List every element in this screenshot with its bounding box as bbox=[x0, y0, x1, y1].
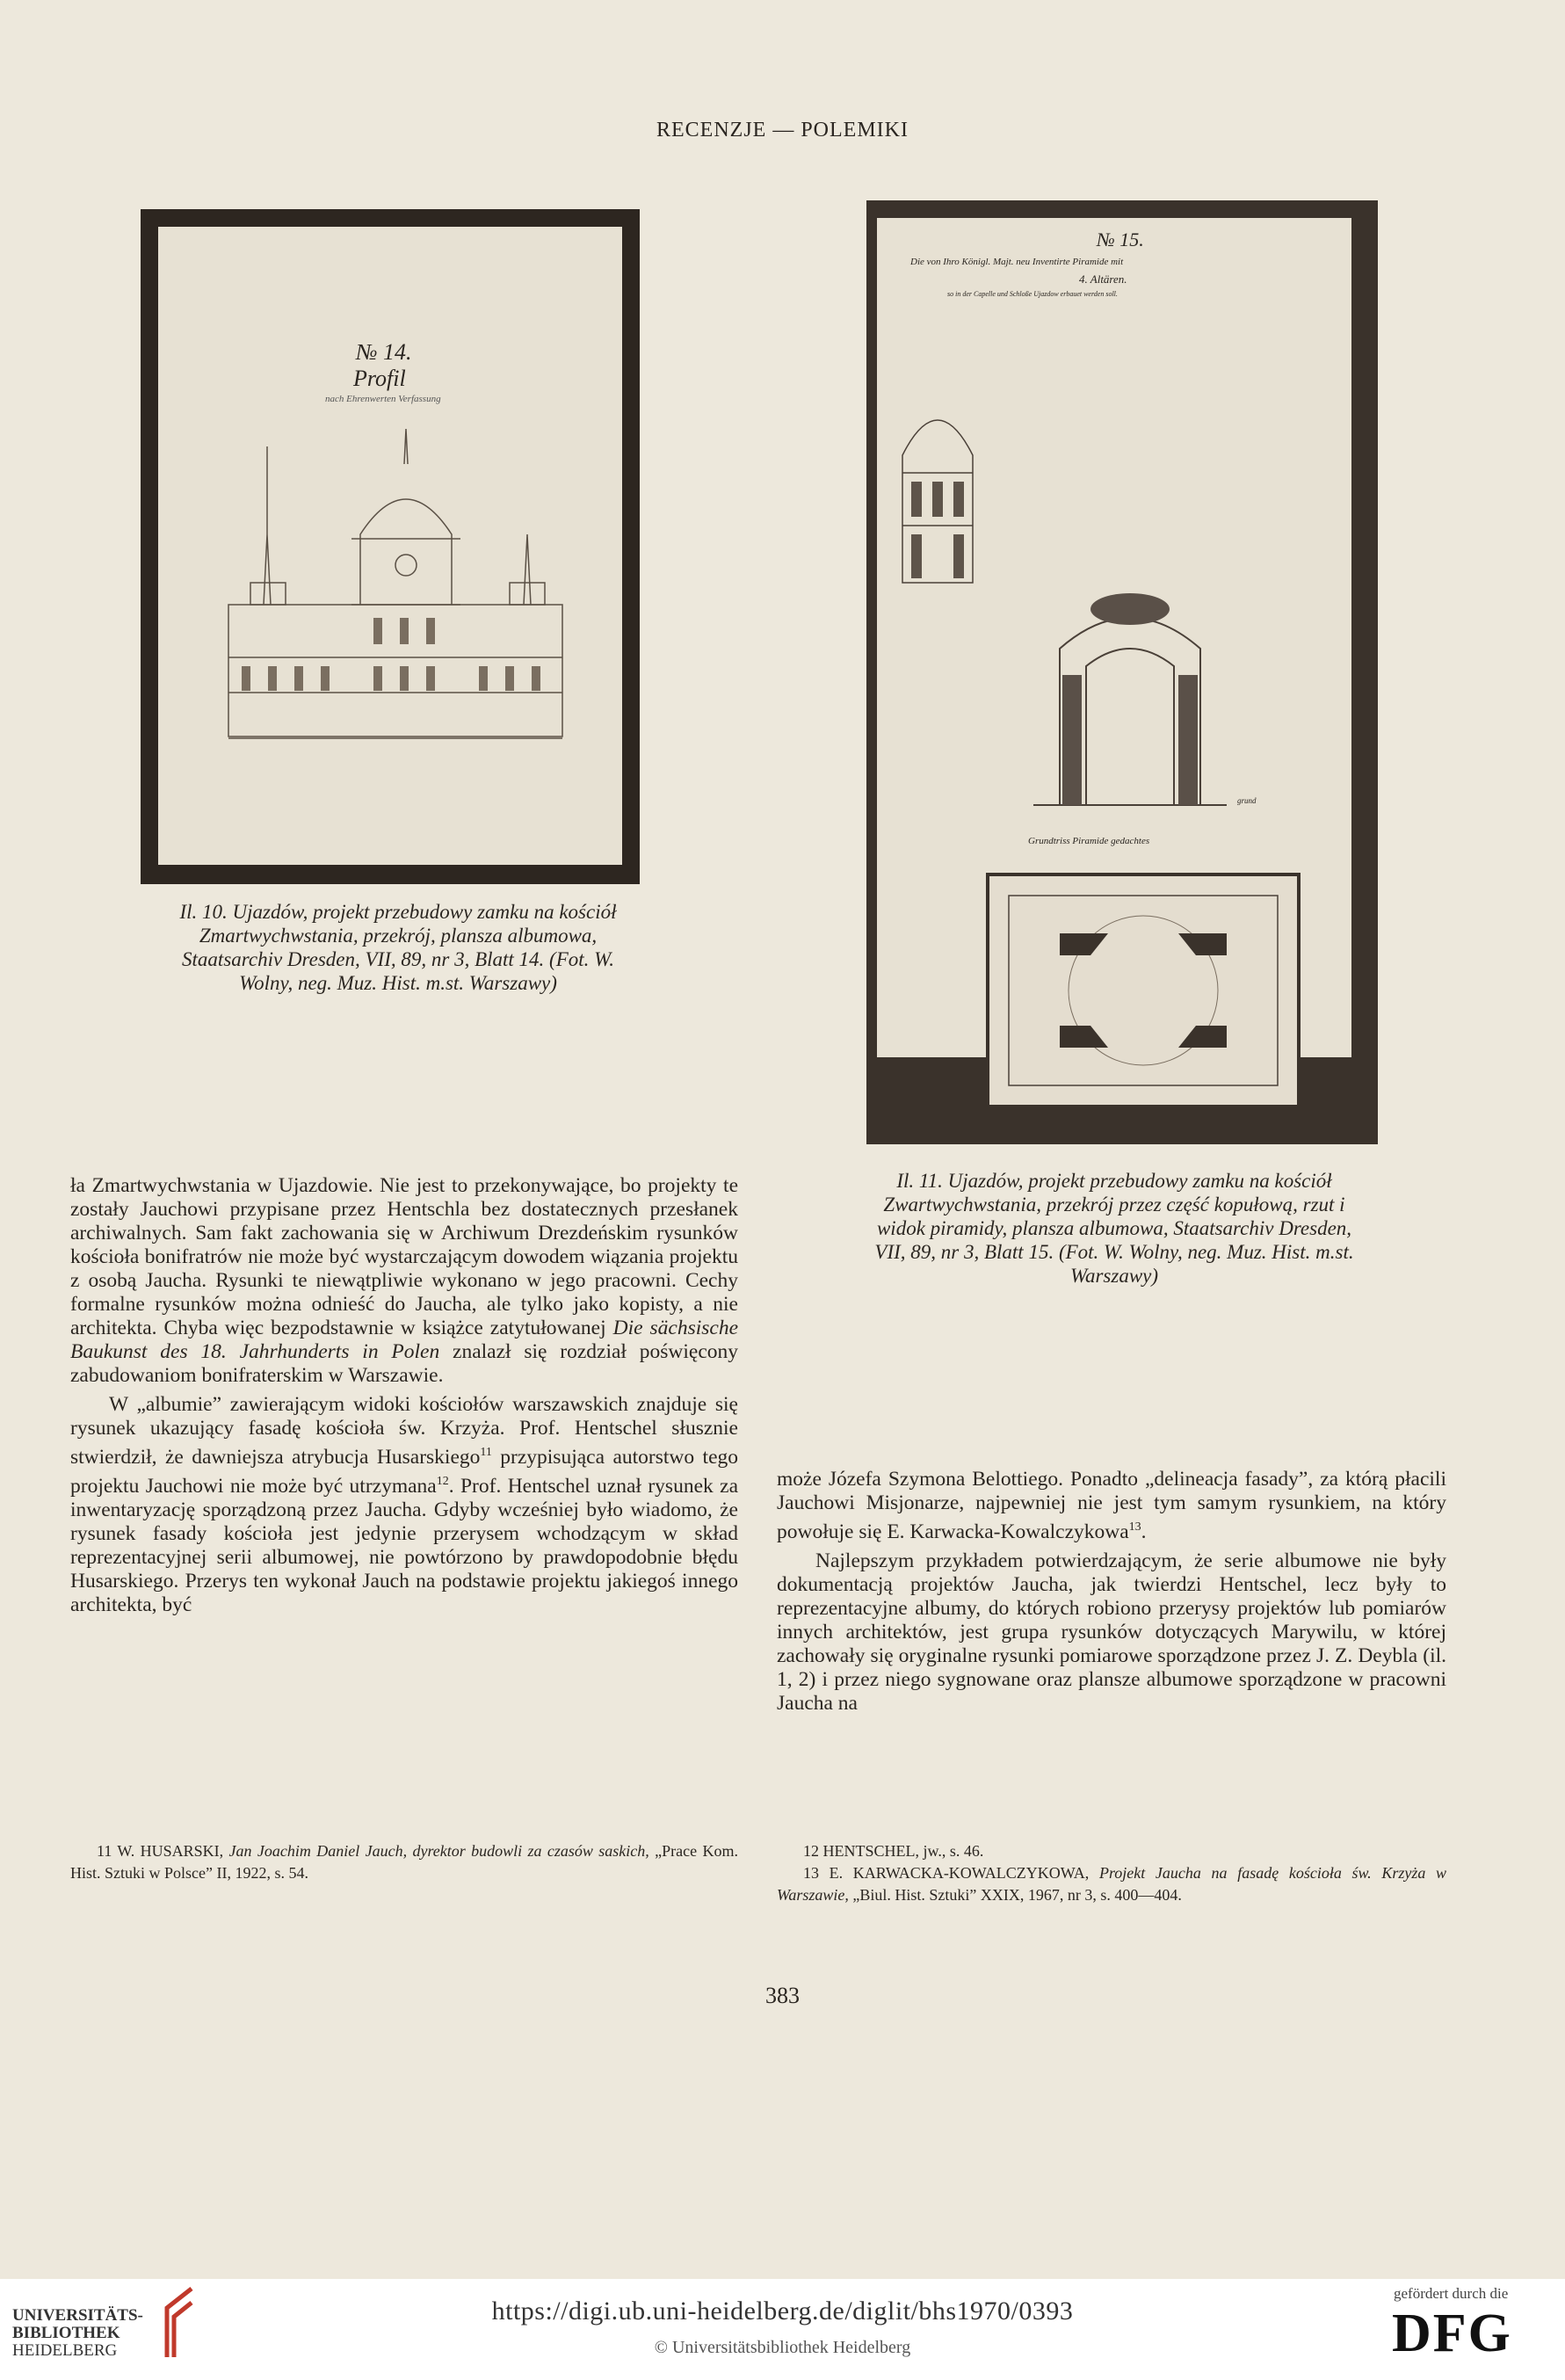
funding-note: gefördert durch die bbox=[1394, 2285, 1509, 2302]
plate-right-title-line2: 4. Altären. bbox=[1079, 272, 1127, 286]
plate-right-title-line1: Die von Ihro Königl. Majt. neu Inventirte Piramide mit bbox=[910, 257, 1124, 267]
plate-left-number: № 14. bbox=[356, 339, 412, 365]
footnote-ref-12: 12 bbox=[436, 1474, 449, 1488]
plate-left-frame bbox=[141, 209, 640, 884]
body-column-left bbox=[70, 1174, 738, 1617]
footnote-ref-13: 13 bbox=[1128, 1520, 1141, 1534]
paragraph-right-1: może Józefa Szymona Belottiego. Ponadto „delineacja fasady”, za którą płacili Jauchowi Misjonarze, najpewniej nie jest tym samym rysunkiem, na który powołuje się E. Karwacka-Kowalczykowa$^{13}$. bbox=[777, 1468, 1446, 1543]
paragraph-left-2: W „albumie” zawierającym widoki kościołów warszawskich znajduje się rysunek ukazujący fasadę kościoła św. Krzyża. Prof. Hentschel słusznie stwierdził, że dawniejsza atrybucja Husarskiego$^{11}$ przypisująca autorstwo tego projektu Jauchowi nie może być utrzymana$^{12}$. Prof. Hentschel uznał rysunek za inwentaryzację sporządzoną przez Jaucha. Gdyby wcześniej było wiadomo, że rysunek fasady kościoła jest jedynie przerysem wchodzącym w skład reprezentacyjnej serii albumowej, nie powtórzono by prawdopodobnie błędu Husarskiego. Przerys ten wykonał Jauch na podstawie projektu jakiegoś innego architekta, być bbox=[70, 1393, 739, 1616]
footer-bar bbox=[0, 2279, 1565, 2380]
plate-right-scale-note: grund bbox=[1237, 796, 1257, 805]
page-number: 383 bbox=[765, 1983, 800, 2008]
plate-left-title: Profil bbox=[353, 366, 406, 391]
pyramid-ground-plan-drawing bbox=[1007, 894, 1279, 1087]
footnote-12: 12 HENTSCHEL, jw., s. 46. bbox=[803, 1842, 984, 1860]
plate-right-plan-label: Grundtriss Piramide gedachtes bbox=[1028, 836, 1150, 846]
dfg-logo: DFG bbox=[1392, 2304, 1512, 2363]
footnotes-right bbox=[777, 1840, 1446, 1906]
dome-section-drawing bbox=[898, 394, 977, 587]
plate-right-frame bbox=[866, 200, 1378, 1144]
footnotes-left bbox=[70, 1840, 738, 1884]
permalink-url[interactable]: https://digi.ub.uni-heidelberg.de/diglit/bhs1970/0393 bbox=[491, 2297, 1074, 2326]
running-header: RECENZJE — POLEMIKI bbox=[656, 119, 909, 141]
copyright-notice: © Universitätsbibliothek Heidelberg bbox=[654, 2338, 911, 2357]
caption-il-10: Il. 10. Ujazdów, projekt przebudowy zamku na kościół Zmartwychwstania, przekrój, plansza albumowa, Staatsarchiv Dresden, VII, 89, nr 3, Blatt 14. (Fot. W. Wolny, neg. Muz. Hist. m.st. Warszawy) bbox=[179, 901, 617, 994]
plate-left-subtitle: nach Ehrenwerten Verfassung bbox=[325, 394, 441, 404]
footnote-13: 13 E. KARWACKA-KOWALCZYKOWA, Projekt Jaucha na fasadę kościoła św. Krzyża w Warszawie, „Biul. Hist. Sztuki” XXIX, 1967, nr 3, s. 400—404. bbox=[777, 1864, 1446, 1904]
plate-right-title-line3: so in der Capelle und Schloße Ujazdow erbauet werden soll. bbox=[947, 290, 1118, 298]
plate-right-number: № 15. bbox=[1097, 229, 1144, 250]
ground-plan-frame bbox=[986, 873, 1301, 1108]
paragraph-right-2: Najlepszym przykładem potwierdzającym, że serie albumowe nie były dokumentacją projektów Jaucha, jak twierdzi Hentschel, lecz były to reprezentacyjne albumy, do których robiono przerysy projektów lub pomiarów innych architektów, jest grupa rysunków dotyczących Marywilu, w której zachowały się oryginalne rysunki pomiarowe sporządzone przez J. Z. Deybla (il. 1, 2) i przez niego sygnowane oraz plansze albumowe sporządzone w pracowni Jaucha na bbox=[777, 1549, 1446, 1715]
book-title: Die sächsische Baukunst des 18. Jahrhunderts in Polen bbox=[70, 1317, 739, 1363]
paragraph-left-1: ła Zmartwychwstania w Ujazdowie. Nie jest to przekonywające, bo projekty te zostały Jauchowi przypisane przez Hentschla bez dostatecznych przesłanek archiwalnych. Sam fakt zachowania się w Archiwum Drezdeńskim rysunków kościoła bonifratrów nie może być wystarczającym dowodem wiązania projektu z osobą Jaucha. Rysunki te niewątpliwie wykonano w jego pracowni. Cechy formalne rysunków można odnieść do Jaucha, ale tylko jako kopisty, a nie architekta. Chyba więc bezpodstawnie w książce zatytułowanej Die sächsische Baukunst des 18. Jahrhunderts in Polen znalazł się rozdział poświęcony zabudowaniom bonifraterskim w Warszawie. bbox=[70, 1174, 739, 1387]
body-column-right bbox=[777, 1468, 1446, 1716]
pyramid-altar-drawing bbox=[1033, 570, 1227, 807]
castle-section-drawing bbox=[211, 429, 580, 745]
caption-il-11: Il. 11. Ujazdów, projekt przebudowy zamku na kościół Zwartwychwstania, przekrój przez część kopułową, rzut i widok piramidy, plansza albumowa, Staatsarchiv Dresden, VII, 89, nr 3, Blatt 15. (Fot. W. Wolny, neg. Muz. Hist. m.st. Warszawy) bbox=[874, 1170, 1354, 1287]
footnote-11: 11 W. HUSARSKI, Jan Joachim Daniel Jauch, dyrektor budowli za czasów saskich, „Prace Kom. Hist. Sztuki w Polsce” II, 1922, s. 54. bbox=[70, 1842, 738, 1882]
library-logo: UNIVERSITÄTS- BIBLIOTHEK HEIDELBERG bbox=[12, 2306, 143, 2360]
footnote-ref-11: 11 bbox=[480, 1446, 492, 1459]
